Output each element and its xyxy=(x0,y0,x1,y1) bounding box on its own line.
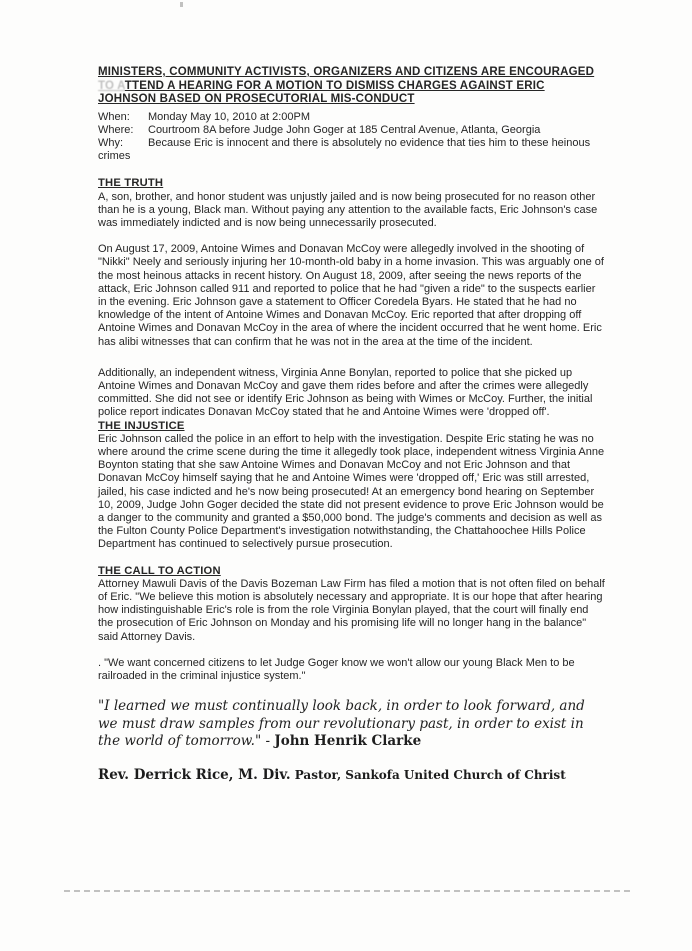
closing-quote xyxy=(98,698,606,751)
where-value: Courtroom 8A before Judge John Goger at 185 Central Avenue, Atlanta, Georgia xyxy=(148,123,541,136)
where-label: Where: xyxy=(98,123,134,136)
section-call-to-action xyxy=(98,565,606,684)
call-to-action-paragraph-1: Attorney Mawuli Davis of the Davis Bozeman Law Firm has filed a motion that is not often filed on behalf of Eric. "We believe this motion is absolutely necessary and appropriate. It is our hope that after hearing how indistinguishable Eric's role is from the role Virginia Bonylan played, that the court will finally end the prosecution of Eric Johnson on Monday and his promising life will no longer hang in the balance" said Attorney Davis. xyxy=(98,577,605,643)
injustice-paragraph: Eric Johnson called the police in an effort to help with the investigation. Despite Eric stating he was no where around the crime scene during the time it allegedly took place, independent witness Virginia Anne Boynton stating that she saw Antoine Wimes and Donavan McCoy and not Eric Johnson and that Donavan McCoy himself saying that he and Antoine Wimes were 'dropped off,' Eric was still arrested, jailed, his case indicted and he's now being prosecuted! At an emergency bond hearing on September 10, 2009, Judge John Goger decided the state did not present evidence to prove Eric Johnson would be a danger to the community and granted a $50,000 bond. The judge's comments and decision as well as the Fulton County Police Department's investigation notwithstanding, the Chattahoochee Hills Police Department has continued to selectively pursue prosecution. xyxy=(98,432,605,551)
signature-line xyxy=(98,764,606,783)
quote-attribution: John Henrik Clarke xyxy=(274,733,422,750)
when-value: Monday May 10, 2010 at 2:00PM xyxy=(148,110,311,123)
signature-name: Rev. Derrick Rice, M. Div. xyxy=(98,766,291,783)
why-value: Because Eric is innocent and there is absolutely no evidence that ties him to these heinous crimes xyxy=(98,136,591,163)
section-the-injustice xyxy=(98,420,606,552)
signature-role: Pastor, Sankofa United Church of Christ xyxy=(290,767,566,782)
truth-paragraph-1: A, son, brother, and honor student was unjustly jailed and is now being prosecuted for no reason other than he is a young, Black man. Without paying any attention to the available facts, Eric Johnson's case was immediately indicted and is now being unnecessarily prosecuted. xyxy=(98,190,598,229)
document-title xyxy=(98,66,606,107)
section-the-truth xyxy=(98,177,606,419)
quote-text: "I learned we must continually look back, in order to look forward, and we must draw samples from our revolutionary past, in order to exist in the world of tomorrow." - xyxy=(98,698,585,750)
why-label: Why: xyxy=(98,136,124,149)
truth-paragraph-2: On August 17, 2009, Antoine Wimes and Donavan McCoy were allegedly involved in the shooting of "Nikki" Neely and seriously injuring her 10-month-old baby in a home invasion. This was arguably one of the most heinous attacks in recent history. On August 18, 2009, after seeing the news reports of the attack, Eric Johnson called 911 and reported to police that he had "given a ride" to the suspects earlier in the evening. Eric Johnson gave a statement to Officer Coredela Byars. He stated that he had no knowledge of the intent of Antoine Wimes and Donavan McCoy. Eric reported that after dropping off Antoine Wimes and Donavan McCoy in the area of where the incident occurred that he went home. Eric has alibi witnesses that can confirm that he was not in the area at the time of the incident. xyxy=(98,243,604,348)
smudged-text: TO A xyxy=(98,79,125,92)
detail-where xyxy=(98,124,606,137)
event-details xyxy=(98,111,606,164)
scan-artifact-dashed-line xyxy=(64,890,630,892)
document-content xyxy=(98,66,606,783)
when-label: When: xyxy=(98,110,130,123)
truth-paragraph-3: Additionally, an independent witness, Virginia Anne Bonylan, reported to police that she picked up Antoine Wimes and Donavan McCoy and gave them rides before and after the crimes were allegedly committed. She did not see or identify Eric Johnson as being with Wimes or McCoy. Further, the initial police report indicates Donavan McCoy stated that he and Antoine Wimes were 'dropped off'. xyxy=(98,366,593,419)
detail-when xyxy=(98,111,606,124)
title-line-2: TO ATTEND A HEARING FOR A MOTION TO DISMISS CHARGES AGAINST ERIC xyxy=(98,79,545,92)
scan-speck-artifact xyxy=(180,2,183,7)
call-to-action-heading: THE CALL TO ACTION xyxy=(98,564,221,577)
title-line-3: JOHNSON BASED ON PROSECUTORIAL MIS-CONDUCT xyxy=(98,93,415,105)
detail-why xyxy=(98,137,606,163)
call-to-action-paragraph-2: . "We want concerned citizens to let Judge Goger know we won't allow our young Black Men to be railroaded in the criminal injustice system." xyxy=(98,656,575,683)
truth-heading: THE TRUTH xyxy=(98,177,164,190)
title-line-1: MINISTERS, COMMUNITY ACTIVISTS, ORGANIZERS AND CITIZENS ARE ENCOURAGED xyxy=(98,66,595,78)
injustice-heading: THE INJUSTICE xyxy=(98,419,185,432)
